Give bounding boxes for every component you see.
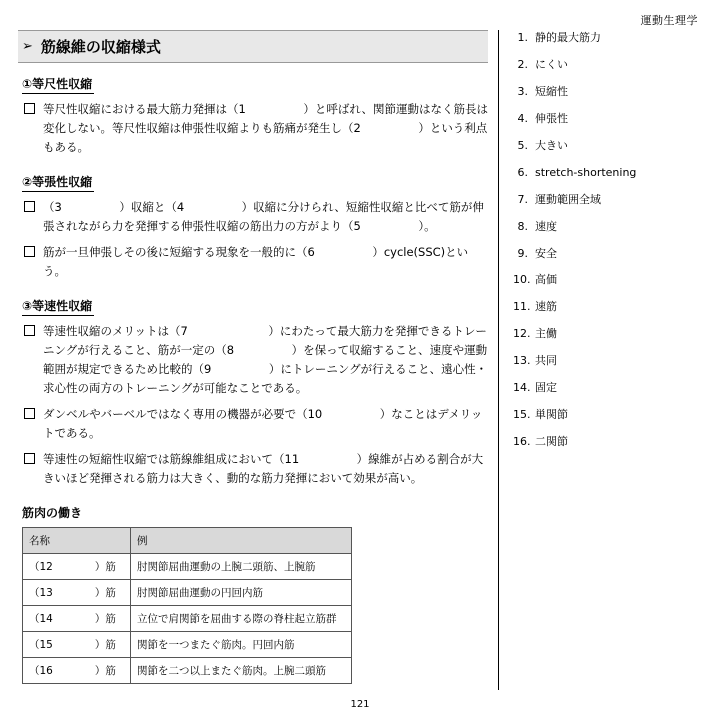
list-item [513,246,702,262]
course-title: 運動生理学 [640,14,698,27]
table-cell-name: （13 ）筋 [23,579,131,605]
answer-number: 12. [513,327,531,341]
main-column [18,30,498,690]
list-item [24,198,488,236]
answer-label: stretch-shortening [535,165,637,179]
section-title: 筋線維の収縮様式 [40,38,161,56]
table-cell-example: 立位で肩関節を屈曲する際の脊柱起立筋群 [131,605,352,631]
answer-number: 14. [513,381,531,395]
list-item [513,219,702,235]
answer-number: 4. [517,111,528,125]
list-item [24,243,488,281]
checkbox-icon [24,408,35,419]
page-content [18,30,702,690]
answer-number: 7. [517,192,528,206]
answer-label: 運動範囲全域 [535,192,601,206]
list-item-text: （3 ）収縮と（4 ）収縮に分けられ、短縮性収縮と比べて筋が伸張されながら力を発揮する伸張性収縮の筋出力の方がより（5 ）。 [43,199,484,233]
table-row [23,579,352,605]
list-item-text: 等尺性収縮における最大筋力発揮は（1 ）と呼ばれ、関節運動はなく筋長は変化しない。等尺性収縮は伸張性収縮よりも筋痛が発生し（2 ）という利点もある。 [43,102,489,154]
table-cell-example: 肘関節屈曲運動の円回内筋 [131,579,352,605]
vertical-divider [498,30,499,690]
table-cell-example: 関節を二つ以上またぐ筋肉。上腕二頭筋 [131,657,352,683]
table-row [23,657,352,683]
table-header-name: 名称 [23,527,131,553]
list-item [513,30,702,46]
list-item [513,84,702,100]
arrow-right-icon: ➢ [22,39,33,54]
answer-number: 13. [513,354,531,368]
checkbox-icon [24,246,35,257]
answer-label: にくい [535,57,568,71]
muscle-table-title: 筋肉の働き [22,505,83,520]
list-item [24,100,488,157]
list-item [513,165,702,181]
answer-number: 6. [517,165,528,179]
list-item [513,299,702,315]
answer-number: 16. [513,435,531,449]
section-heading [18,30,488,63]
answer-number: 8. [517,219,528,233]
answer-column [509,30,702,690]
table-cell-name: （16 ）筋 [23,657,131,683]
checkbox-icon [24,325,35,336]
answer-list [513,30,702,450]
answer-number: 5. [517,138,528,152]
answer-number: 3. [517,84,528,98]
list-item [513,272,702,288]
answer-label: 共同 [535,354,557,368]
answer-label: 固定 [535,381,557,395]
page-number: 121 [350,699,370,710]
answer-label: 速度 [535,219,557,233]
list-item [513,353,702,369]
answer-label: 単関節 [535,408,568,422]
answer-number: 1. [517,31,528,44]
table-cell-example: 関節を一つまたぐ筋肉。円回内筋 [131,631,352,657]
list-item [513,138,702,154]
list-item-text: ダンベルやバーベルではなく専用の機器が必要で（10 ）なことはデメリットである。 [43,406,483,440]
list-item [24,450,488,488]
answer-label: 安全 [535,246,557,260]
list-item [24,322,488,398]
list-item-text: 等速性の短縮性収縮では筋線維組成において（11 ）線維が占める割合が大きいほど発揮される筋力は大きく、動的な筋力発揮において効果が高い。 [43,451,484,485]
table-header-example: 例 [131,527,352,553]
answer-label: 伸張性 [535,111,568,125]
answer-number: 10. [513,273,531,287]
table-row [23,605,352,631]
answer-number: 9. [517,246,528,260]
list-item [513,57,702,73]
table-cell-name: （15 ）筋 [23,631,131,657]
muscle-function-table [22,527,352,684]
answer-label: 主働 [535,327,557,341]
answer-label: 高価 [535,273,557,287]
list-item [513,326,702,342]
list-item [513,111,702,127]
checkbox-icon [24,103,35,114]
subsection-title-isotonic: ②等張性収縮 [22,173,94,192]
table-row [23,553,352,579]
list-item [513,192,702,208]
answer-label: 速筋 [535,300,557,314]
subsection-title-isokinetic: ③等速性収縮 [22,297,94,316]
table-cell-name: （14 ）筋 [23,605,131,631]
answer-label: 大きい [535,138,568,152]
list-item-text: 筋が一旦伸張しその後に短縮する現象を一般的に（6 ）cycle(SSC)という。 [43,244,469,278]
answer-label: 短縮性 [535,84,568,98]
table-cell-example: 肘関節屈曲運動の上腕二頭筋、上腕筋 [131,553,352,579]
subsection-title-isometric: ①等尺性収縮 [22,75,94,94]
list-item [24,405,488,443]
table-row [23,631,352,657]
list-item [513,407,702,423]
answer-number: 15. [513,408,531,422]
answer-number: 11. [513,300,531,314]
checkbox-icon [24,201,35,212]
list-item [513,380,702,396]
answer-number: 2. [517,57,528,71]
answer-label: 静的最大筋力 [535,31,601,44]
list-item-text: 等速性収縮のメリットは（7 ）にわたって最大筋力を発揮できるトレーニングが行えること、筋が一定の（8 ）を保って収縮すること、速度や運動範囲が規定できるため比較的（9 ）にトレーニングが行えること、遠心性・求心性の両方のトレーニングが可能なことである。 [43,323,488,395]
table-cell-name: （12 ）筋 [23,553,131,579]
answer-label: 二関節 [535,435,568,449]
list-item [513,434,702,450]
checkbox-icon [24,453,35,464]
table-header-row [23,527,352,553]
